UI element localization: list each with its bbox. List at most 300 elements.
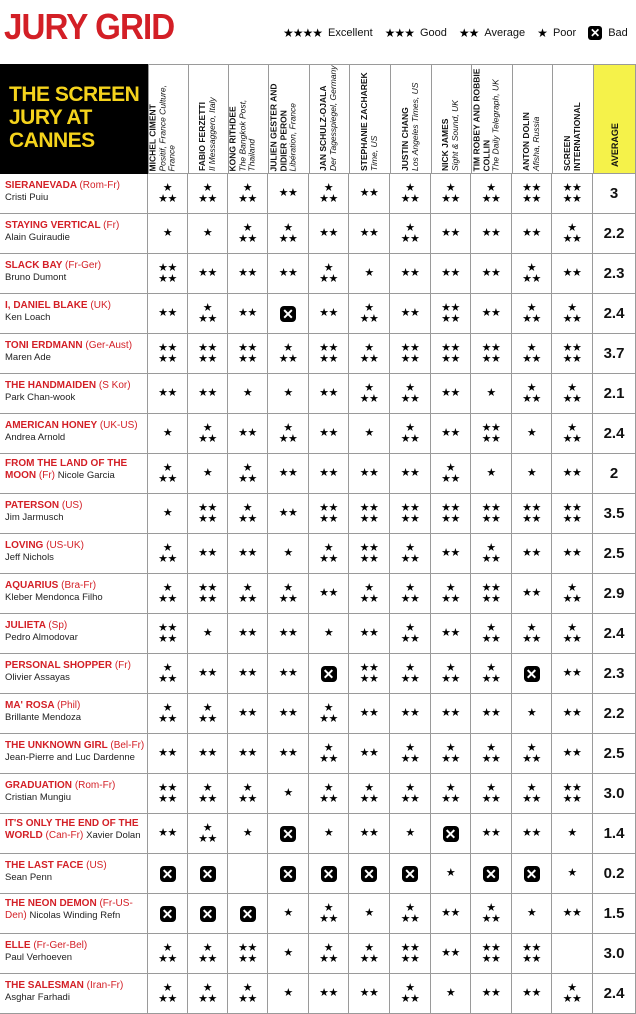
film-director: Pedro Almodovar <box>5 631 78 643</box>
star-rating-icon: ★★ <box>441 267 460 279</box>
table-row <box>0 934 636 974</box>
rating-cell <box>228 894 268 934</box>
rating-cell <box>552 494 593 534</box>
film-title <box>5 458 147 481</box>
rating-cell <box>188 894 228 934</box>
rating-cell <box>390 774 431 814</box>
rating-cell <box>512 494 552 534</box>
average-score: 2.3 <box>593 254 636 294</box>
star-rating-icon: ★★ ★★ <box>238 341 257 365</box>
star-rating-icon: ★ ★★ <box>158 701 177 725</box>
star-rating-icon: ★★ <box>238 427 257 439</box>
rating-cell <box>148 934 188 974</box>
star-rating-icon: ★ ★★ <box>278 221 298 245</box>
rating-cell <box>228 454 268 494</box>
star-rating-icon: ★★ ★★ <box>400 941 420 965</box>
rating-cell <box>349 734 390 774</box>
rating-cell <box>309 774 349 814</box>
rating-cell <box>148 454 188 494</box>
bad-x-icon: ✕ <box>361 866 377 882</box>
rating-cell <box>268 254 309 294</box>
rating-cell <box>349 414 390 454</box>
bad-x-icon: ✕ <box>524 866 540 882</box>
bad-x-icon: ✕ <box>280 866 296 882</box>
star-rating-icon: ★ <box>445 987 456 999</box>
rating-cell <box>552 854 593 894</box>
rating-cell <box>148 334 188 374</box>
rating-cell <box>309 854 349 894</box>
juror-column-header <box>552 64 593 174</box>
bad-x-icon: ✕ <box>321 666 337 682</box>
rating-cell <box>148 174 188 214</box>
juror-column-header <box>349 64 390 174</box>
star-rating-icon: ★ ★★ <box>562 981 582 1005</box>
star-rating-icon: ★★ <box>319 587 338 599</box>
average-score: 3.0 <box>593 774 636 814</box>
star-rating-icon: ★ ★★ <box>562 381 582 405</box>
star-rating-icon: ★★ ★★ <box>158 621 177 645</box>
rating-cell <box>349 494 390 534</box>
film-name: PERSONAL SHOPPER <box>5 660 115 671</box>
rating-cell <box>431 214 471 254</box>
rating-cell <box>471 854 512 894</box>
rating-cell <box>309 254 349 294</box>
film-country: (Bel-Fr) <box>110 740 145 751</box>
rating-cell <box>390 534 431 574</box>
star-rating-icon: ★ <box>283 987 293 999</box>
rating-cell <box>228 494 268 534</box>
film-name: MA' ROSA <box>5 700 58 711</box>
rating-cell <box>390 694 431 734</box>
juror-column-header <box>431 64 471 174</box>
bad-x-icon: ✕ <box>280 306 296 322</box>
table-row <box>0 174 636 214</box>
film-title <box>5 940 147 952</box>
film-country: (Rom-Fr) <box>74 780 116 791</box>
rating-cell <box>390 894 431 934</box>
star-rating-icon: ★★ <box>158 827 177 839</box>
film-director: Nicole Garcia <box>57 469 115 481</box>
film-cell <box>0 734 148 774</box>
star-rating-icon: ★★ ★★ <box>522 941 541 965</box>
film-director: Ken Loach <box>5 311 51 323</box>
rating-cell <box>431 534 471 574</box>
film-cell <box>0 174 148 214</box>
rating-cell <box>148 494 188 534</box>
star-rating-icon: ★ ★★ <box>238 501 257 525</box>
rating-cell <box>309 334 349 374</box>
star-rating-icon: ★★ ★★ <box>319 341 338 365</box>
star-rating-icon: ★★ <box>481 267 501 279</box>
table-row <box>0 534 636 574</box>
rating-cell <box>188 294 228 334</box>
rating-cell <box>309 414 349 454</box>
star-rating-icon: ★ ★★ <box>158 181 177 205</box>
star-rating-icon: ★ ★★ <box>481 741 501 765</box>
rating-cell <box>349 374 390 414</box>
star-rating-icon: ★★ <box>359 467 379 479</box>
film-director: Andrea Arnold <box>5 431 66 443</box>
rating-cell <box>309 654 349 694</box>
rating-cell <box>228 214 268 254</box>
bad-x-icon: ✕ <box>240 906 256 922</box>
bad-x-icon: ✕ <box>200 866 216 882</box>
juror-column-header <box>188 64 228 174</box>
star-rating-icon: ★★ <box>359 187 379 199</box>
rating-cell <box>309 534 349 574</box>
table-row <box>0 614 636 654</box>
rating-cell <box>268 414 309 454</box>
rating-legend <box>283 26 628 40</box>
rating-cell <box>148 894 188 934</box>
rating-cell <box>431 414 471 454</box>
star-rating-icon: ★★ <box>400 267 420 279</box>
rating-cell <box>268 614 309 654</box>
average-score: 2.4 <box>593 614 636 654</box>
film-director: Alain Guiraudie <box>5 231 70 243</box>
star-rating-icon: ★ ★★ <box>319 901 338 925</box>
film-cell <box>0 974 148 1014</box>
rating-cell <box>512 254 552 294</box>
rating-cell <box>431 254 471 294</box>
star-rating-icon: ★★ ★★ <box>441 501 460 525</box>
star-rating-icon: ★ ★★ <box>400 181 420 205</box>
star-rating-icon: ★ ★★ <box>562 221 582 245</box>
star-rating-icon: ★★ <box>319 987 338 999</box>
rating-cell <box>188 374 228 414</box>
film-cell <box>0 254 148 294</box>
table-header-title-cell <box>0 64 148 174</box>
film-country: (Fr-Ger) <box>65 260 102 271</box>
rating-cell <box>349 854 390 894</box>
star-rating-icon: ★★ <box>522 547 541 559</box>
rating-cell <box>431 654 471 694</box>
rating-cell <box>349 254 390 294</box>
rating-cell <box>390 494 431 534</box>
rating-cell <box>431 334 471 374</box>
rating-cell <box>512 894 552 934</box>
star-rating-icon: ★ ★★ <box>481 901 501 925</box>
film-cell <box>0 454 148 494</box>
star-rating-icon: ★★ ★★ <box>481 501 501 525</box>
bad-x-icon: ✕ <box>590 26 601 40</box>
table-row <box>0 814 636 854</box>
film-country: (Fr-US-Den) <box>5 898 133 921</box>
film-name: THE SALESMAN <box>5 980 87 991</box>
star-rating-icon: ★★ <box>562 907 582 919</box>
rating-cell <box>471 454 512 494</box>
star-icon: ★★★ <box>384 26 414 40</box>
rating-cell <box>552 214 593 254</box>
star-rating-icon: ★ ★★ <box>238 461 257 485</box>
rating-cell <box>309 894 349 934</box>
star-rating-icon: ★ ★★ <box>198 301 217 325</box>
rating-cell <box>349 774 390 814</box>
star-rating-icon: ★ ★★ <box>562 421 582 445</box>
film-name: SLACK BAY <box>5 260 66 271</box>
rating-cell <box>471 294 512 334</box>
rating-cell <box>431 494 471 534</box>
star-rating-icon: ★★ ★★ <box>562 341 582 365</box>
film-director: Xavier Dolan <box>86 829 141 841</box>
rating-cell <box>431 734 471 774</box>
rating-cell <box>390 814 431 854</box>
juror-outlet: Der Tagesspiegel, Germany <box>327 65 338 171</box>
star-rating-icon: ★ ★★ <box>359 581 379 605</box>
rating-cell <box>268 814 309 854</box>
film-country: (Ger-Aust) <box>85 340 133 351</box>
film-name: THE UNKNOWN GIRL <box>5 740 111 751</box>
star-rating-icon: ★ <box>486 387 496 399</box>
bad-x-icon: ✕ <box>280 826 296 842</box>
rating-cell <box>390 974 431 1014</box>
rating-cell <box>552 934 593 974</box>
film-name: FROM THE LAND OF THE MOON <box>5 458 128 481</box>
star-rating-icon: ★★ <box>441 547 460 559</box>
juror-outlet: Los Angeles Times, US <box>409 82 420 171</box>
film-director: Park Chan-wook <box>5 391 76 403</box>
film-country: (US-UK) <box>46 540 84 551</box>
rating-cell <box>349 454 390 494</box>
legend-label: Bad <box>608 27 628 39</box>
rating-cell <box>148 654 188 694</box>
star-rating-icon: ★ ★★ <box>522 621 541 645</box>
bad-x-icon: ✕ <box>200 906 216 922</box>
film-name: PATERSON <box>5 500 62 511</box>
film-country: (UK) <box>90 300 111 311</box>
star-rating-icon: ★★ <box>522 987 541 999</box>
juror-name: JULIEN GESTER AND DIDIER PERON <box>268 82 288 171</box>
star-rating-icon: ★★ <box>238 547 257 559</box>
rating-cell <box>349 534 390 574</box>
rating-cell <box>148 854 188 894</box>
rating-cell <box>148 534 188 574</box>
juror-column-header <box>148 64 188 174</box>
star-rating-icon: ★★ <box>198 747 217 759</box>
rating-cell <box>431 574 471 614</box>
star-rating-icon: ★★ <box>278 627 298 639</box>
rating-cell <box>268 534 309 574</box>
star-rating-icon: ★ ★★ <box>359 301 379 325</box>
juror-name: ANTON DOLIN <box>521 112 531 171</box>
film-name: AMERICAN HONEY <box>5 420 100 431</box>
rating-cell <box>512 574 552 614</box>
legend-item <box>385 26 447 40</box>
film-title <box>5 660 147 672</box>
star-rating-icon: ★ ★★ <box>238 981 257 1005</box>
film-name: THE NEON DEMON <box>5 898 100 909</box>
rating-cell <box>349 214 390 254</box>
star-rating-icon: ★★ <box>238 747 257 759</box>
star-rating-icon: ★ ★★ <box>522 741 541 765</box>
star-rating-icon: ★★ <box>562 747 582 759</box>
film-cell <box>0 494 148 534</box>
rating-cell <box>431 614 471 654</box>
star-rating-icon: ★ ★★ <box>238 581 257 605</box>
star-rating-icon: ★★ ★★ <box>481 941 501 965</box>
star-rating-icon: ★ ★★ <box>319 541 338 565</box>
rating-cell <box>512 334 552 374</box>
rating-cell <box>188 254 228 294</box>
star-rating-icon: ★ ★★ <box>359 341 379 365</box>
average-score: 3.0 <box>593 934 636 974</box>
rating-cell <box>512 814 552 854</box>
rating-cell <box>512 614 552 654</box>
rating-cell <box>268 974 309 1014</box>
star-rating-icon: ★★ <box>319 467 338 479</box>
rating-cell <box>268 334 309 374</box>
rating-cell <box>188 814 228 854</box>
bad-x-icon: ✕ <box>443 826 459 842</box>
rating-cell <box>148 974 188 1014</box>
rating-cell <box>148 414 188 454</box>
rating-cell <box>512 214 552 254</box>
rating-cell <box>188 334 228 374</box>
film-title <box>5 180 147 192</box>
juror-outlet: Positif, France Culture, France <box>157 84 177 171</box>
star-rating-icon: ★ ★★ <box>400 221 420 245</box>
film-name: SIERANEVADA <box>5 180 80 191</box>
star-icon: ★ <box>537 26 547 40</box>
star-rating-icon: ★ ★★ <box>158 461 177 485</box>
rating-cell <box>390 374 431 414</box>
star-rating-icon: ★ <box>283 787 293 799</box>
bad-x-icon: ✕ <box>483 866 499 882</box>
film-name: THE HANDMAIDEN <box>5 380 99 391</box>
star-rating-icon: ★ <box>526 427 537 439</box>
rating-cell <box>431 174 471 214</box>
star-rating-icon: ★★ <box>319 307 338 319</box>
star-rating-icon: ★★ ★★ <box>158 781 177 805</box>
rating-cell <box>471 814 512 854</box>
star-rating-icon: ★★ <box>441 387 460 399</box>
star-rating-icon: ★ <box>567 827 577 839</box>
film-cell <box>0 614 148 654</box>
star-rating-icon: ★ <box>162 427 173 439</box>
rating-cell <box>552 414 593 454</box>
rating-cell <box>188 934 228 974</box>
rating-cell <box>349 294 390 334</box>
rating-cell <box>512 934 552 974</box>
star-rating-icon: ★★ <box>441 707 460 719</box>
rating-cell <box>390 214 431 254</box>
rating-cell <box>431 894 471 934</box>
film-name: I, DANIEL BLAKE <box>5 300 91 311</box>
film-name: IT'S ONLY THE END OF THE WORLD <box>5 818 139 841</box>
film-cell <box>0 334 148 374</box>
average-score: 2 <box>593 454 636 494</box>
star-rating-icon: ★ ★★ <box>481 781 501 805</box>
average-score: 3.7 <box>593 334 636 374</box>
rating-cell <box>188 774 228 814</box>
film-country: (Fr) <box>114 660 131 671</box>
juror-outlet: The Bangkok Post, Thailand <box>237 99 257 171</box>
rating-cell <box>309 574 349 614</box>
rating-cell <box>471 174 512 214</box>
rating-cell <box>148 574 188 614</box>
star-rating-icon: ★★ <box>278 467 298 479</box>
star-rating-icon: ★ <box>364 907 374 919</box>
film-name: THE LAST FACE <box>5 860 87 871</box>
page-title: JURY GRID <box>4 6 175 47</box>
table-row <box>0 854 636 894</box>
rating-cell <box>512 174 552 214</box>
star-rating-icon: ★★ <box>238 267 257 279</box>
star-rating-icon: ★ ★★ <box>562 301 582 325</box>
rating-cell <box>309 734 349 774</box>
star-rating-icon: ★★ <box>481 307 501 319</box>
table-row <box>0 254 636 294</box>
rating-cell <box>228 694 268 734</box>
rating-cell <box>512 534 552 574</box>
film-cell <box>0 854 148 894</box>
rating-cell <box>268 894 309 934</box>
rating-cell <box>309 214 349 254</box>
rating-cell <box>552 254 593 294</box>
star-rating-icon: ★★ ★★ <box>522 501 541 525</box>
rating-cell <box>188 174 228 214</box>
film-director: Jim Jarmusch <box>5 511 64 523</box>
average-score: 2.2 <box>593 694 636 734</box>
rating-cell <box>228 734 268 774</box>
star-rating-icon: ★ <box>283 947 293 959</box>
star-rating-icon: ★★ ★★ <box>198 501 217 525</box>
legend-label: Poor <box>552 27 577 39</box>
star-rating-icon: ★ <box>202 627 213 639</box>
star-rating-icon: ★★ <box>441 947 460 959</box>
star-rating-icon: ★★ <box>359 707 379 719</box>
star-rating-icon: ★ ★★ <box>198 181 217 205</box>
rating-cell <box>552 334 593 374</box>
star-rating-icon: ★★ ★★ <box>522 181 541 205</box>
film-country: (Bra-Fr) <box>61 580 97 591</box>
rating-cell <box>471 614 512 654</box>
star-rating-icon: ★ ★★ <box>158 941 177 965</box>
star-rating-icon: ★★ <box>359 227 379 239</box>
rating-cell <box>471 214 512 254</box>
average-score: 2.2 <box>593 214 636 254</box>
rating-cell <box>512 454 552 494</box>
rating-cell <box>431 694 471 734</box>
rating-cell <box>148 294 188 334</box>
star-rating-icon: ★★ <box>400 467 420 479</box>
table-row <box>0 294 636 334</box>
star-rating-icon: ★★ <box>238 707 257 719</box>
film-title <box>5 500 147 512</box>
rating-cell <box>390 734 431 774</box>
rating-cell <box>268 694 309 734</box>
rating-cell <box>390 174 431 214</box>
average-column-header <box>593 64 636 174</box>
rating-cell <box>349 654 390 694</box>
average-score: 0.2 <box>593 854 636 894</box>
rating-cell <box>552 774 593 814</box>
film-title <box>5 740 147 752</box>
juror-column-header <box>268 64 309 174</box>
star-rating-icon: ★★ ★★ <box>481 341 501 365</box>
rating-cell <box>512 374 552 414</box>
star-rating-icon: ★★ <box>278 707 298 719</box>
rating-cell <box>552 694 593 734</box>
star-rating-icon: ★★ ★★ <box>198 341 217 365</box>
bad-x-icon: ✕ <box>321 866 337 882</box>
star-rating-icon: ★ <box>567 867 577 879</box>
star-rating-icon: ★★ <box>319 387 338 399</box>
film-name: ELLE <box>5 940 34 951</box>
rating-cell <box>228 534 268 574</box>
film-cell <box>0 774 148 814</box>
star-rating-icon: ★★ ★★ <box>238 941 257 965</box>
